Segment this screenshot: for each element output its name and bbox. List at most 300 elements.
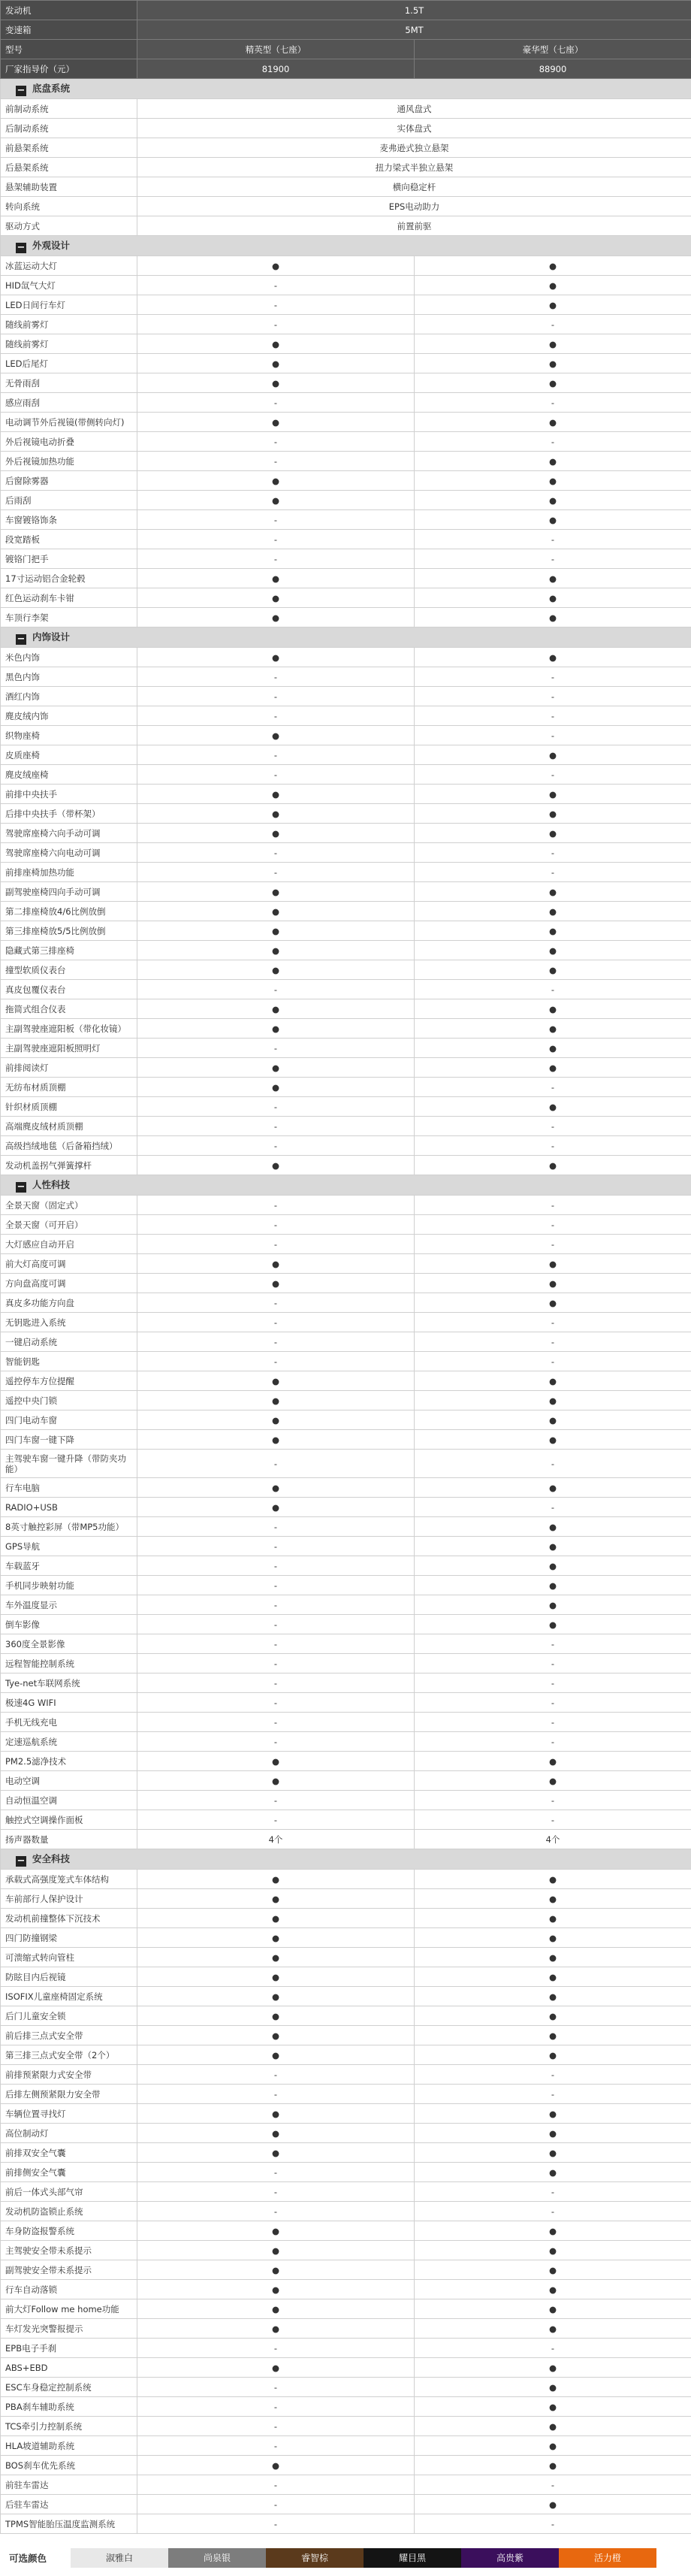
- collapse-icon[interactable]: −: [16, 243, 26, 253]
- spec-value-trim-1: -: [137, 276, 415, 295]
- spec-value-trim-1: ●: [137, 2221, 415, 2241]
- spec-value-trim-1: -: [137, 1235, 415, 1254]
- spec-row: [1, 1430, 691, 1450]
- spec-row: [1, 1576, 691, 1595]
- spec-value-trim-2: -: [415, 1078, 691, 1097]
- spec-value-trim-1: ●: [137, 1870, 415, 1889]
- spec-row: [1, 1215, 691, 1235]
- spec-label: EPB电子手刹: [1, 2339, 137, 2358]
- spec-row: [1, 1791, 691, 1810]
- section-header: [1, 79, 691, 99]
- spec-label: 四门车窗一键下降: [1, 1430, 137, 1450]
- spec-value-trim-1: 4个: [137, 1830, 415, 1849]
- spec-row: [1, 1928, 691, 1948]
- color-swatch[interactable]: 尚泉银: [168, 2548, 266, 2568]
- spec-row: [1, 2514, 691, 2534]
- collapse-icon[interactable]: −: [16, 86, 26, 96]
- spec-label: HLA坡道辅助系统: [1, 2436, 137, 2456]
- spec-value-trim-1: ●: [137, 1274, 415, 1293]
- spec-value-trim-2: -: [415, 1352, 691, 1371]
- spec-row: [1, 1830, 691, 1849]
- spec-value: 1.5T: [137, 1, 691, 20]
- spec-value-trim-1: ●: [137, 1371, 415, 1391]
- spec-value-trim-1: ●: [137, 1078, 415, 1097]
- spec-value-trim-2: ●: [415, 2456, 691, 2475]
- spec-value-trim-2: ●: [415, 804, 691, 824]
- color-options-label: 可选颜色: [0, 2551, 71, 2565]
- section-header: [1, 1849, 691, 1870]
- spec-value-trim-2: ●: [415, 1097, 691, 1117]
- spec-value-trim-2: ●: [415, 1254, 691, 1274]
- spec-row: [1, 1870, 691, 1889]
- spec-label: 后窗除雾器: [1, 471, 137, 491]
- spec-label: 车外温度显示: [1, 1595, 137, 1615]
- spec-row: [1, 2417, 691, 2436]
- spec-value-trim-2: ●: [415, 452, 691, 471]
- spec-label: Tye-net车联网系统: [1, 1673, 137, 1693]
- spec-label: 冰蓝运动大灯: [1, 256, 137, 276]
- spec-label: 极速4G WIFI: [1, 1693, 137, 1713]
- spec-value-trim-2: ●: [415, 2006, 691, 2026]
- spec-row: [1, 2241, 691, 2260]
- spec-value-trim-2: ●: [415, 2045, 691, 2065]
- spec-value: 横向稳定杆: [137, 177, 691, 197]
- spec-value-trim-1: ●: [137, 726, 415, 745]
- spec-row: [1, 1313, 691, 1332]
- spec-value-trim-2: ●: [415, 2299, 691, 2319]
- section-title: 外观设计: [32, 240, 70, 251]
- color-swatch[interactable]: 活力橙: [559, 2548, 656, 2568]
- spec-label: 前驻车雷达: [1, 2475, 137, 2495]
- spec-value-trim-1: -: [137, 2417, 415, 2436]
- spec-row: [1, 1254, 691, 1274]
- spec-row: [1, 295, 691, 315]
- spec-value-trim-1: ●: [137, 354, 415, 373]
- spec-value-trim-1: ●: [137, 2319, 415, 2339]
- spec-row: [1, 393, 691, 413]
- spec-row: [1, 2358, 691, 2378]
- spec-row: [1, 941, 691, 960]
- spec-label: 前后一体式头部气帘: [1, 2182, 137, 2202]
- spec-row: [1, 2104, 691, 2124]
- spec-value-trim-2: -: [415, 2475, 691, 2495]
- spec-label: 可溃缩式转向管柱: [1, 1948, 137, 1967]
- spec-value-trim-2: -: [415, 980, 691, 999]
- spec-label: ESC车身稳定控制系统: [1, 2378, 137, 2397]
- spec-value-trim-1: -: [137, 1332, 415, 1352]
- spec-value-trim-1: ●: [137, 2104, 415, 2124]
- spec-value-trim-1: -: [137, 1810, 415, 1830]
- spec-label: 行车自动落锁: [1, 2280, 137, 2299]
- spec-label: 前排双安全气囊: [1, 2143, 137, 2163]
- spec-label: 高位制动灯: [1, 2124, 137, 2143]
- spec-value-trim-1: -: [137, 452, 415, 471]
- spec-value-trim-1: -: [137, 1693, 415, 1713]
- spec-label: TCS牵引力控制系统: [1, 2417, 137, 2436]
- spec-value-trim-1: -: [137, 1556, 415, 1576]
- spec-label: 酒红内饰: [1, 687, 137, 706]
- spec-value-trim-2: ●: [415, 2378, 691, 2397]
- spec-label: 变速箱: [1, 20, 137, 40]
- spec-value-trim-1: ●: [137, 334, 415, 354]
- color-swatch-list: [71, 2548, 656, 2568]
- spec-value-trim-2: 豪华型（七座）: [415, 40, 691, 59]
- spec-label: 车前部行人保护设计: [1, 1889, 137, 1909]
- spec-label: 前后排三点式安全带: [1, 2026, 137, 2045]
- spec-value-trim-2: ●: [415, 1870, 691, 1889]
- spec-value-trim-1: ●: [137, 1889, 415, 1909]
- spec-value-trim-2: -: [415, 687, 691, 706]
- spec-row: [1, 2280, 691, 2299]
- spec-value-trim-1: ●: [137, 2045, 415, 2065]
- spec-label: 黑色内饰: [1, 667, 137, 687]
- spec-label: 麂皮绒内饰: [1, 706, 137, 726]
- spec-label: 远程智能控制系统: [1, 1654, 137, 1673]
- spec-row: [1, 99, 691, 119]
- spec-value-trim-1: 81900: [137, 59, 415, 79]
- spec-value-trim-2: ●: [415, 1371, 691, 1391]
- spec-label: 前排阅读灯: [1, 1058, 137, 1078]
- spec-label: 360度全景影像: [1, 1634, 137, 1654]
- spec-value-trim-1: -: [137, 706, 415, 726]
- spec-value-trim-1: -: [137, 1713, 415, 1732]
- spec-row: [1, 588, 691, 608]
- spec-value-trim-1: ●: [137, 1478, 415, 1498]
- spec-value-trim-2: ●: [415, 1156, 691, 1175]
- spec-row: [1, 2202, 691, 2221]
- spec-value-trim-2: -: [415, 765, 691, 785]
- spec-value-trim-2: -: [415, 1713, 691, 1732]
- spec-label: LED日间行车灯: [1, 295, 137, 315]
- spec-value-trim-2: -: [415, 1313, 691, 1332]
- spec-value-trim-2: ●: [415, 921, 691, 941]
- spec-label: 外后视镜加热功能: [1, 452, 137, 471]
- spec-label: 方向盘高度可调: [1, 1274, 137, 1293]
- spec-value-trim-2: ●: [415, 1928, 691, 1948]
- spec-value-trim-1: -: [137, 1313, 415, 1332]
- spec-row: [1, 1987, 691, 2006]
- spec-value-trim-1: -: [137, 530, 415, 549]
- spec-label: 针织材质顶棚: [1, 1097, 137, 1117]
- spec-value-trim-2: ●: [415, 824, 691, 843]
- spec-row: [1, 413, 691, 432]
- collapse-icon[interactable]: −: [16, 1182, 26, 1193]
- spec-row: [1, 1498, 691, 1517]
- spec-value-trim-1: -: [137, 295, 415, 315]
- spec-row: [1, 2124, 691, 2143]
- spec-label: 全景天窗（可开启）: [1, 1215, 137, 1235]
- color-swatch[interactable]: 高贵紫: [461, 2548, 559, 2568]
- spec-value-trim-1: -: [137, 1791, 415, 1810]
- spec-value-trim-1: ●: [137, 999, 415, 1019]
- spec-row: [1, 1117, 691, 1136]
- spec-value-trim-2: -: [415, 2514, 691, 2534]
- spec-value-trim-1: -: [137, 1634, 415, 1654]
- spec-row: [1, 882, 691, 902]
- spec-value-trim-1: -: [137, 1537, 415, 1556]
- spec-table-body: [1, 1, 691, 2534]
- spec-value-trim-1: -: [137, 1293, 415, 1313]
- spec-label: 织物座椅: [1, 726, 137, 745]
- spec-row: [1, 59, 691, 79]
- spec-label: 车顶行李架: [1, 608, 137, 627]
- spec-value-trim-2: ●: [415, 1430, 691, 1450]
- spec-row: [1, 1391, 691, 1410]
- spec-label: 承载式高强度笼式车体结构: [1, 1870, 137, 1889]
- spec-value-trim-2: ●: [415, 2104, 691, 2124]
- section-header-cell: [1, 1849, 691, 1870]
- spec-value-trim-1: ●: [137, 2260, 415, 2280]
- spec-value-trim-2: -: [415, 1673, 691, 1693]
- spec-label: 副驾驶座椅四向手动可调: [1, 882, 137, 902]
- spec-value-trim-2: ●: [415, 882, 691, 902]
- spec-row: [1, 510, 691, 530]
- spec-value-trim-1: -: [137, 510, 415, 530]
- spec-value-trim-2: ●: [415, 2221, 691, 2241]
- spec-label: 四门电动车窗: [1, 1410, 137, 1430]
- spec-label: 后制动系统: [1, 119, 137, 138]
- spec-label: 手机同步映射功能: [1, 1576, 137, 1595]
- spec-value-trim-2: -: [415, 1196, 691, 1215]
- spec-row: [1, 452, 691, 471]
- spec-value: 扭力梁式半独立悬架: [137, 158, 691, 177]
- spec-value-trim-1: -: [137, 315, 415, 334]
- color-swatch[interactable]: 耀目黑: [364, 2548, 461, 2568]
- spec-label: 行车电脑: [1, 1478, 137, 1498]
- spec-row: [1, 824, 691, 843]
- spec-value-trim-2: -: [415, 1654, 691, 1673]
- spec-value-trim-2: ●: [415, 902, 691, 921]
- spec-label: 8英寸触控彩屏（带MP5功能）: [1, 1517, 137, 1537]
- spec-label: 车身防盗报警系统: [1, 2221, 137, 2241]
- spec-row: [1, 1673, 691, 1693]
- spec-value-trim-2: -: [415, 863, 691, 882]
- spec-row: [1, 2260, 691, 2280]
- spec-label: 麂皮绒座椅: [1, 765, 137, 785]
- spec-value-trim-1: -: [137, 1352, 415, 1371]
- spec-value-trim-1: ●: [137, 1987, 415, 2006]
- spec-row: [1, 706, 691, 726]
- spec-value-trim-1: ●: [137, 2241, 415, 2260]
- spec-label: 镀铬门把手: [1, 549, 137, 569]
- spec-label: 后排左侧预紧限力安全带: [1, 2085, 137, 2104]
- spec-label: 第三排三点式安全带（2个）: [1, 2045, 137, 2065]
- spec-row: [1, 158, 691, 177]
- spec-label: 前大灯Follow me home功能: [1, 2299, 137, 2319]
- spec-label: 手机无线充电: [1, 1713, 137, 1732]
- spec-value-trim-2: ●: [415, 373, 691, 393]
- spec-value-trim-2: ●: [415, 2417, 691, 2436]
- spec-value-trim-2: -: [415, 1732, 691, 1752]
- spec-row: [1, 1235, 691, 1254]
- spec-label: 拖简式组合仪表: [1, 999, 137, 1019]
- spec-label: 无钥匙进入系统: [1, 1313, 137, 1332]
- spec-value-trim-1: -: [137, 432, 415, 452]
- spec-row: [1, 1967, 691, 1987]
- spec-label: 撞型软质仪表台: [1, 960, 137, 980]
- spec-value-trim-2: ●: [415, 1615, 691, 1634]
- spec-row: [1, 2006, 691, 2026]
- spec-row: [1, 334, 691, 354]
- spec-value-trim-1: ●: [137, 941, 415, 960]
- spec-value-trim-2: ●: [415, 1967, 691, 1987]
- spec-value-trim-2: ●: [415, 785, 691, 804]
- spec-label: LED后尾灯: [1, 354, 137, 373]
- collapse-icon[interactable]: −: [16, 634, 26, 645]
- section-title: 人性科技: [32, 1179, 70, 1190]
- spec-row: [1, 1634, 691, 1654]
- spec-label: 扬声器数量: [1, 1830, 137, 1849]
- spec-value-trim-2: -: [415, 1136, 691, 1156]
- spec-value-trim-2: 88900: [415, 59, 691, 79]
- spec-value-trim-2: ●: [415, 1595, 691, 1615]
- spec-label: 第二排座椅放4/6比例放倒: [1, 902, 137, 921]
- spec-row: [1, 530, 691, 549]
- color-swatch[interactable]: 睿智棕: [266, 2548, 364, 2568]
- spec-value-trim-2: ●: [415, 941, 691, 960]
- spec-value-trim-2: ●: [415, 2026, 691, 2045]
- spec-value-trim-2: ●: [415, 1274, 691, 1293]
- spec-row: [1, 1332, 691, 1352]
- spec-row: [1, 2436, 691, 2456]
- spec-value-trim-1: -: [137, 667, 415, 687]
- spec-row: [1, 373, 691, 393]
- spec-label: 一键启动系统: [1, 1332, 137, 1352]
- spec-label: 随线前雾灯: [1, 315, 137, 334]
- spec-row: [1, 921, 691, 941]
- spec-value-trim-1: -: [137, 1615, 415, 1634]
- spec-label: 米色内饰: [1, 648, 137, 667]
- spec-value-trim-2: ●: [415, 1889, 691, 1909]
- spec-label: 发动机防盗锁止系统: [1, 2202, 137, 2221]
- spec-row: [1, 1293, 691, 1313]
- spec-label: 随线前雾灯: [1, 334, 137, 354]
- spec-value-trim-2: ●: [415, 2280, 691, 2299]
- spec-row: [1, 1615, 691, 1634]
- spec-value-trim-2: -: [415, 1117, 691, 1136]
- spec-value-trim-2: ●: [415, 2241, 691, 2260]
- spec-value-trim-1: -: [137, 2182, 415, 2202]
- spec-label: 触控式空调操作面板: [1, 1810, 137, 1830]
- spec-row: [1, 687, 691, 706]
- spec-row: [1, 980, 691, 999]
- spec-label: 红色运动刹车卡钳: [1, 588, 137, 608]
- spec-label: 前排座椅加热功能: [1, 863, 137, 882]
- spec-value-trim-2: ●: [415, 1293, 691, 1313]
- spec-value-trim-1: ●: [137, 1410, 415, 1430]
- spec-value-trim-1: -: [137, 2339, 415, 2358]
- spec-value: 通风盘式: [137, 99, 691, 119]
- spec-row: [1, 197, 691, 216]
- spec-value-trim-1: ●: [137, 1254, 415, 1274]
- spec-value-trim-2: -: [415, 549, 691, 569]
- spec-row: [1, 1097, 691, 1117]
- spec-row: [1, 177, 691, 197]
- spec-row: [1, 1019, 691, 1039]
- spec-label: 驾驶席座椅六向手动可调: [1, 824, 137, 843]
- spec-row: [1, 1039, 691, 1058]
- spec-value-trim-1: -: [137, 745, 415, 765]
- spec-label: 倒车影像: [1, 1615, 137, 1634]
- spec-value-trim-1: -: [137, 2514, 415, 2534]
- spec-value-trim-1: -: [137, 1450, 415, 1478]
- spec-value: 5MT: [137, 20, 691, 40]
- spec-row: [1, 1752, 691, 1771]
- spec-row: [1, 960, 691, 980]
- spec-value-trim-2: ●: [415, 1039, 691, 1058]
- spec-value-trim-2: ●: [415, 2495, 691, 2514]
- spec-value-trim-1: -: [137, 1576, 415, 1595]
- spec-value-trim-1: -: [137, 687, 415, 706]
- spec-row: [1, 843, 691, 863]
- spec-value-trim-1: ●: [137, 569, 415, 588]
- spec-value-trim-2: -: [415, 393, 691, 413]
- spec-value-trim-1: ●: [137, 648, 415, 667]
- section-header-cell: [1, 236, 691, 256]
- spec-label: 车载蓝牙: [1, 1556, 137, 1576]
- spec-row: [1, 40, 691, 59]
- spec-value-trim-1: ●: [137, 413, 415, 432]
- spec-value-trim-2: ●: [415, 2143, 691, 2163]
- spec-label: 驱动方式: [1, 216, 137, 236]
- spec-label: ISOFIX儿童座椅固定系统: [1, 1987, 137, 2006]
- spec-label: 车灯发光突警报提示: [1, 2319, 137, 2339]
- spec-row: [1, 1274, 691, 1293]
- spec-value-trim-2: ●: [415, 491, 691, 510]
- spec-value-trim-2: ●: [415, 1058, 691, 1078]
- color-options: [0, 2540, 691, 2576]
- spec-value-trim-1: ●: [137, 1430, 415, 1450]
- spec-row: [1, 1136, 691, 1156]
- spec-value-trim-1: ●: [137, 2006, 415, 2026]
- spec-label: 电动调节外后视镜(带侧转向灯): [1, 413, 137, 432]
- spec-row: [1, 745, 691, 765]
- spec-row: [1, 2065, 691, 2085]
- spec-label: 隐藏式第三排座椅: [1, 941, 137, 960]
- spec-value-trim-1: ●: [137, 804, 415, 824]
- collapse-icon[interactable]: −: [16, 1856, 26, 1867]
- spec-label: 主驾驶车窗一键升降（带防夹功能）: [1, 1450, 137, 1478]
- color-swatch[interactable]: 淑雅白: [71, 2548, 168, 2568]
- spec-row: [1, 1450, 691, 1478]
- spec-row: [1, 569, 691, 588]
- spec-label: 无骨雨刮: [1, 373, 137, 393]
- spec-value-trim-1: ●: [137, 1019, 415, 1039]
- spec-value-trim-2: -: [415, 1498, 691, 1517]
- spec-value-trim-1: ●: [137, 960, 415, 980]
- spec-row: [1, 1078, 691, 1097]
- spec-row: [1, 1410, 691, 1430]
- spec-value-trim-1: ●: [137, 1967, 415, 1987]
- spec-value-trim-2: ●: [415, 569, 691, 588]
- spec-value-trim-2: -: [415, 1235, 691, 1254]
- spec-value-trim-2: ●: [415, 2397, 691, 2417]
- spec-value-trim-2: ●: [415, 2260, 691, 2280]
- spec-label: 后驻车雷达: [1, 2495, 137, 2514]
- spec-label: 后悬架系统: [1, 158, 137, 177]
- spec-value-trim-2: 4个: [415, 1830, 691, 1849]
- spec-label: 车辆位置寻找灯: [1, 2104, 137, 2124]
- section-title: 内饰设计: [32, 631, 70, 642]
- spec-label: 遥控中央门锁: [1, 1391, 137, 1410]
- spec-label: 后雨刮: [1, 491, 137, 510]
- spec-row: [1, 1478, 691, 1498]
- spec-value-trim-2: ●: [415, 256, 691, 276]
- spec-value-trim-1: ●: [137, 1948, 415, 1967]
- spec-value: 实体盘式: [137, 119, 691, 138]
- spec-label: 四门防撞钢梁: [1, 1928, 137, 1948]
- spec-value: 麦弗逊式独立悬架: [137, 138, 691, 158]
